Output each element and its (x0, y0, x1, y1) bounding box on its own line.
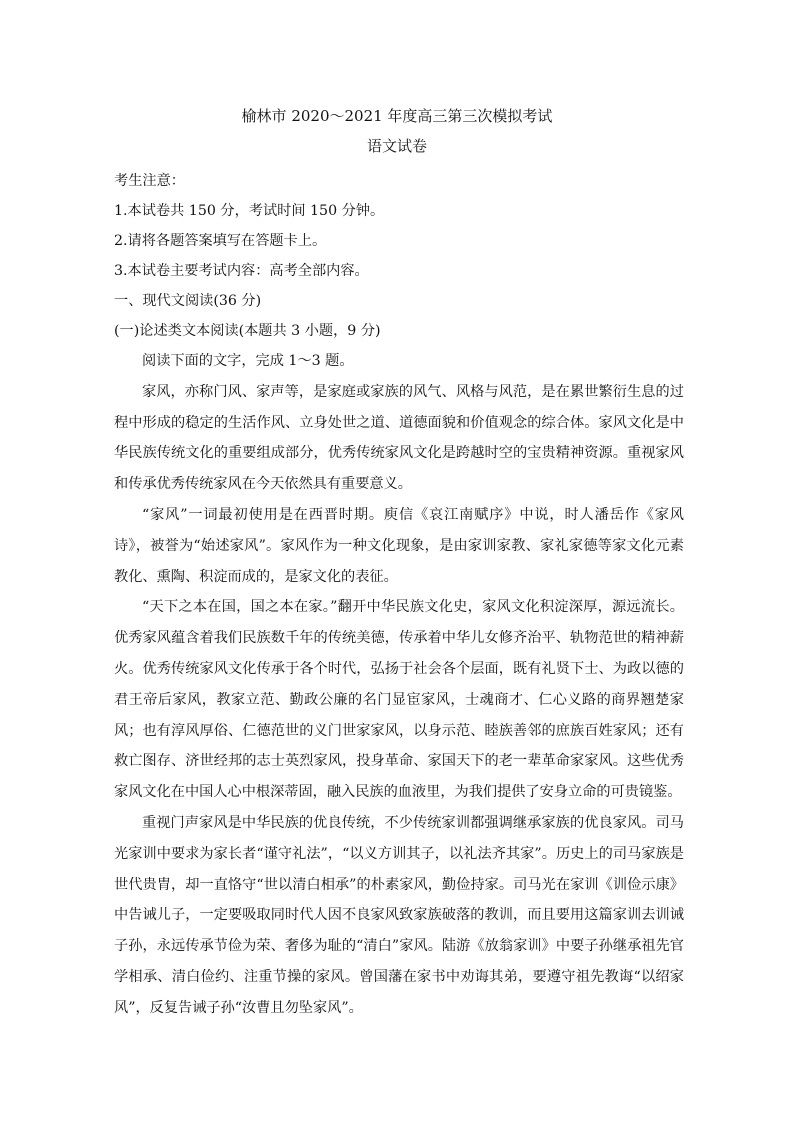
section-heading: 一、现代文阅读(36 分) (114, 293, 262, 309)
passage-paragraph-3: “天下之本在国，国之本在家。”翻开中华民族文化史，家风文化积淀深厚，源远流长。优秀家风蕴含着我们民族数千年的传统美德，传承着中华儿女修齐治平、轨物范世的精神薪火。优秀传统家风文化传承于各个时代，弘扬于社会各个层面，既有礼贤下士、为政以德的君王帝后家风，教家立范、勤政公廉的名门显宦家风，士魂商才、仁心义路的商界翘楚家风；也有淳风厚俗、仁德范世的义门世家家风，以身示范、睦族善邻的庶族百姓家风；还有救亡图存、济世经邦的志士英烈家风，投身革命、家国天下的老一辈革命家家风。这些优秀家风文化在中国人心中根深蒂固，融入民族的血液里，为我们提供了安身立命的可贵镜鉴。 (114, 599, 684, 801)
exam-subtitle: 语文试卷 (366, 137, 427, 155)
exam-content (114, 166, 684, 1024)
notice-item-3: 3.本试卷主要考试内容：高考全部内容。 (114, 263, 369, 279)
notice-item-2: 2.请将各题答案填写在答题卡上。 (114, 233, 327, 249)
notice-item-1: 1.本试卷共 150 分，考试时间 150 分钟。 (114, 203, 385, 219)
notice-heading: 考生注意： (114, 173, 185, 189)
passage-paragraph-2: “家风”一词最初使用是在西晋时期。庾信《哀江南赋序》中说，时人潘岳作《家风诗》，被誉为“始述家风”。家风作为一种文化现象，是由家训家教、家礼家德等家文化元素教化、熏陶、积淀而成的，是家文化的表征。 (114, 506, 684, 585)
passage-paragraph-4: 重视门声家风是中华民族的优良传统，不少传统家训都强调继承家族的优良家风。司马光家训中要求为家长者“谨守礼法”，“以义方训其子，以礼法齐其家”。历史上的司马家族是世代贵胄，却一直恪守“世以清白相承”的朴素家风，勤俭持家。司马光在家训《训俭示康》中告诫儿子，一定要吸取同时代人因不良家风致家族破落的教训，而且要用这篇家训去训诫子孙，永远传承节俭为荣、奢侈为耻的“清白”家风。陆游《放翁家训》中要子孙继承祖先官学相承、清白俭约、注重节操的家风。曾国藩在家书中劝诲其弟，要遵守祖先教诲“以绍家风”，反复告诫子孙“汝曹且勿坠家风”。 (114, 814, 684, 1016)
passage-paragraph-1: 家风，亦称门风、家声等，是家庭或家族的风气、风格与风范，是在累世繁衍生息的过程中形成的稳定的生活作风、立身处世之道、道德面貌和价值观念的综合体。家风文化是中华民族传统文化的重要组成部分，优秀传统家风文化是跨越时空的宝贵精神资源。重视家风和传承优秀传统家风在今天依然具有重要意义。 (114, 383, 684, 493)
exam-title: 榆林市 2020～2021 年度高三第三次模拟考试 (241, 107, 553, 125)
reading-instruction: 阅读下面的文字，完成 1～3 题。 (142, 353, 354, 369)
section-sub-heading: (一)论述类文本阅读(本题共 3 小题，9 分) (114, 323, 381, 339)
